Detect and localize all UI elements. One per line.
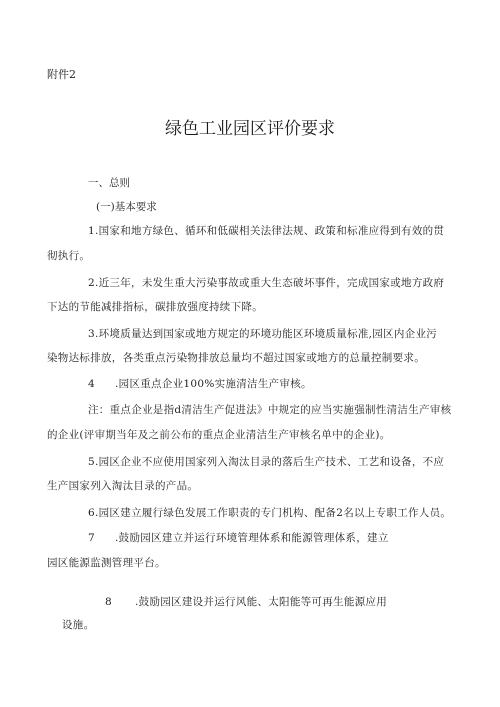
paragraph-7-text: .鼓励园区建立并运行环境管理体系和能源管理体系，建立	[115, 532, 389, 544]
paragraph-7-number: 7	[88, 532, 95, 544]
subsection-heading: (一)基本要求	[96, 201, 157, 213]
attachment-label: 附件2	[47, 68, 76, 81]
paragraph-7-line-2: 园区能源监测管理平台。	[47, 557, 166, 569]
paragraph-5-line-2: 生产国家列入淘汰目录的产品。	[47, 480, 199, 492]
paragraph-8-line-2: 设施。	[62, 619, 95, 631]
note-line-1: 注：重点企业是指d清洁生产促进法》中规定的应当实施强制性清洁生产审核	[88, 404, 452, 416]
section-heading: 一、总则	[88, 177, 130, 189]
paragraph-2-line-1: 2.近三年，未发生重大污染事故或重大生态破坏事件，完成国家或地方政府	[88, 277, 445, 289]
paragraph-3-line-1: 3.环境质量达到国家或地方规定的环境功能区环境质量标准,园区内企业污	[88, 328, 438, 340]
paragraph-2-line-2: 下达的节能减排指标，碳排放强度持续下降。	[47, 301, 263, 313]
paragraph-4-number: 4	[88, 378, 95, 390]
paragraph-4-text: .园区重点企业100%实施清洁生产审核。	[115, 378, 312, 390]
paragraph-6-line-1: 6.园区建立履行绿色发展工作职责的专门机构、配备2名以上专职工作人员。	[88, 507, 452, 519]
paragraph-8-text: .鼓励园区建设并运行风能、太阳能等可再生能源应用	[135, 596, 388, 608]
paragraph-1-line-1: 1.国家和地方绿色、循环和低碳相关法律法规、政策和标准应得到有效的贯	[88, 225, 445, 237]
paragraph-8-number: 8	[105, 596, 112, 608]
paragraph-3-line-2: 染物达标排放，各类重点污染物排放总量均不超过国家或地方的总量控制要求。	[47, 352, 425, 364]
paragraph-1-line-2: 彻执行。	[47, 250, 91, 262]
document-title: 绿色工业园区评价要求	[165, 119, 335, 139]
note-line-2: 的企业(评审期当年及之前公布的重点企业清洁生产审核名单中的企业)。	[47, 429, 391, 441]
paragraph-5-line-1: 5.园区企业不应使用国家列入淘汰目录的落后生产技术、工艺和设备，不应	[88, 456, 445, 468]
